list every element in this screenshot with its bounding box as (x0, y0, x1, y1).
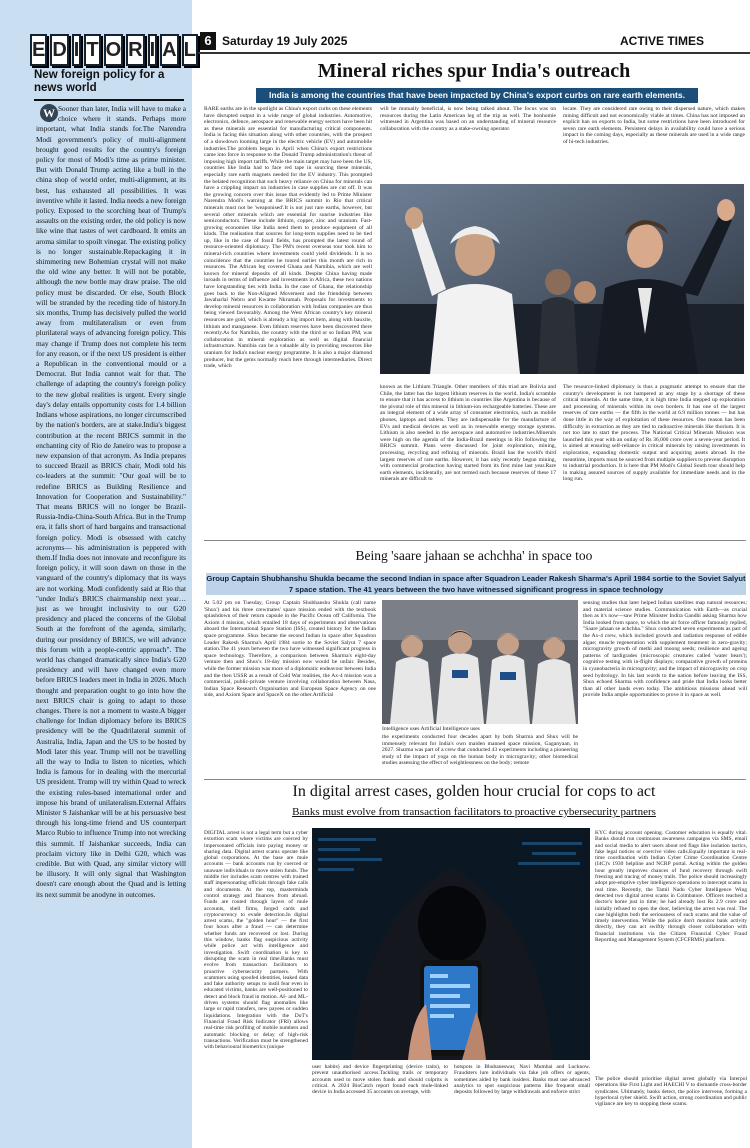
article2-rule (204, 540, 746, 541)
article1-column-3-top: locate. They are considered rare owing to their dispersed nature, which makes mining difficult and not economically viable at times. China has not imposed an explicit ban on exports to India, but some restrictions have been introduced for seven rare earth elements. Persistent delays in availability could have a serious impact in the coming days, especially as these minerals are used in a wide range of hi-tech industries. (563, 106, 745, 145)
editorial-masthead (30, 33, 196, 67)
phone-scam-photo (312, 828, 590, 1060)
astronauts-photo-illustration (382, 600, 578, 724)
issue-date: Saturday 19 July 2025 (222, 34, 348, 48)
article3-column-2-bottom: user habits) and device fingerprinting (device traits), to prevent unauthorised access.Tackling trails or temporary accounts used to move stolen funds and should culprits is critical. A 2024 BioCatch report found each mule-linked device in India accessed 35 accounts on average, with (312, 1064, 448, 1096)
article2-column-3: sensing studies that later helped Indian satellites map natural resources; and material science studies. Communication with Earth—as crucial then as it's now—saw Prime Minister Indira Gandhi asking Sharma how India looked from space, to which the air force officer famously replied, "Saare jahaan se achchha." Shux conducted seven experiments as part of the Ax-4 crew, which included growth and radiation response of edible algae; muscle regeneration with supplement treatment in zero-gravity; microgravity growth of methi and moong seeds; resilience and ageing patterns of tardigrades (microscopic creatures called 'water bears'); cognitive testing with in-flight displays; comparative growth of proteins in cyanobacteria in microgravity; and the impact of microgravity on crop seed hydrology. In his last words to the nation before leaving the ISS, Shux echoed Sharma with confidence and pride that India looks better than all other lands even today. The ambitious missions ahead will provide India ample opportunities to prove it in space as well. (583, 600, 747, 699)
header-rule (198, 52, 750, 54)
article3-subhead: Banks must evolve from transaction facilitators to proactive cybersecurity partners (292, 806, 656, 818)
article2-column-1: At 5.02 pm on Tuesday, Group Captain Shubhanshu Shukla (call name 'Shux') and his three crewmates' space mission ended with the textbook splashdown of their return capsule in the Pacific Ocean off California. The Axiom 4 mission, which entailed 18 days of experiments and observations aboard the International Space Station (ISS), created history for the Indian space programme. Shux became the second Indian in space after Squadron Leader Rakesh Sharma's April 1984 sortie to the Soviet Salyut 7 space station.The 41 years between the two have witnessed significant progress in space technology. Therefore, a comparison between Sharma's eight-day venture then and Shux's 18-day mission now would be unfair. Besides, while the former mission was more of a diplomatic endeavour between India and the then USSR as a result of Cold War realities, the Ax-4 mission was a commercial, public-private venture involving collaboration between Nasa, Indian Space Research Organisation and European Space Agency on one side, and Axiom Space and SpaceX on the other.Artificial (204, 600, 376, 699)
article2-headline: Being 'saare jahaan se achchha' in space too (355, 548, 593, 563)
editorial-body (36, 104, 186, 1124)
editorial-headline: New foreign policy for a news world (34, 69, 165, 94)
phone-scam-photo-illustration (312, 828, 590, 1060)
article1-subhead: India is among the countries that have been impacted by China's export curbs on rare earth elements. (256, 88, 698, 103)
leaders-photo-illustration (380, 184, 744, 374)
astronauts-photo-caption: Intelligence uses Artificial Intelligence uses (382, 726, 480, 732)
article3-column-2-top: KYC during account opening. Customer education is equally vital. Banks should run continuous awareness campaigns via SMS, email and social media to alert users about red flags like isolation tactics, fake legal notices or coercive video calls.Equally important is real-time coordination with Indian Cyber Crime Coordination Centre (I4C)'s 1930 helpline and NCRP portal. Acting within the golden hour greatly improves chances of fund recovery through swift freezing and tracing of money trails. The police should increasingly adopt pre-emptive cyber intelligence operations to intercept scams in real time. Recently, the Tamil Nadu Cyber Intelligence Wing detected two digital arrest scams in Coimbatore. Officers reached a doctor's home just in time; he had already lost Rs 2.9 crore and initially refused to open the door, believing the arrest was real. The case highlights both the seriousness of such scams and the value of timely intervention. While the police don't monitor bank activity directly, they can act swiftly through closer collaboration with financial institutions via the Citizen Financial Cyber Fraud Reporting and Management System (CFCFRMS) platform. (595, 830, 747, 944)
article2-subhead: Group Captain Shubhanshu Shukla became the second Indian in space after Squadron Leader Rakesh Sharma's April 1984 sortie to the Soviet Salyut 7 space station. The 41 years between the two have witnessed significant progress in space technology (206, 574, 746, 594)
newspaper-name: ACTIVE TIMES (620, 34, 705, 48)
editorial-body-text: Sooner than later, India will have to make a choice where it stands. Perhaps more important, what India stands for.The Narendra Modi government's policy of multi-alignment brought good results for the country's foreign policy for most of Modi's time as prime minister. But with Donald Trump acting like a bull in the china shop of world order, multi-alignment, at its best, has exhausted all possibilities. It was inventive while it lasted. India needs a new foreign policy. Exposed to the scorching heat of Trump's assaults on the existing order, the old policy is now like wine that tastes of wet cardboard. It emits an aroma similar to spoilt vinegar. The existing policy is no longer sustainable.Repackaging it in shimmering new Bohemian crystal will not make the old wine any better. It will not be potable, although the new bottle may draw praise. The old policy must be discarded. Or else, South Block will be stranded by the receding tide of history.In six months, Trump has decisively pulled the world away from multilateralism or even from plurilateral ways of advancing foreign policy. This may change if Trump does not complete his term for any reason, or if the next US president is either a Republican in the conventional mould or a Democrat. But India cannot wait for that. The challenge of adapting the country's foreign policy to the new global realities is urgent. Every single day's delay entails opportunity costs for 1.4 billion Indians whose aspirations, no longer circumscribed by the nation's borders, are at stake.India's biggest contribution at the recent BRICS summit in the enchanting city of Rio de Janeiro was to propose a new expansion of that acronym. As India prepares to succeed Brazil as BRICS chair, Modi told his co-leaders at the summit: "Our goal will be to redefine BRICS as Building Resilience and Innovation for Cooperation and Sustainability." That means BRICS will no longer be Brazil-Russia-India-China-South Africa. But in the Trump era, it falls short of hard bargains and transactional foreign policy. Modi is obsessed with catchy acronyms— his administration is peppered with them.If India does not innovate and reconfigure its foreign policy, it will soon dawn on those in the vanguard of the country's diplomacy that its ways are not working. Modi confidently said at Rio that "under India's BRICS chairmanship next year… just as we brought inclusivity to our G20 presidency and placed the concerns of the Global South at the forefront of the agenda, similarly, during our presidency of BRICS, we will advance this forum with a people-centric approach". The world has changed dramatically since India's G20 presidency and will have changed even more before BRICS leaders meet in India in 2026. Much thought and preparation ought to go into how the next BRICS chair is going to adapt to those changes. There is not a moment to waste.A bigger challenge for Indian diplomacy before its BRICS presidency will be the Quadrilateral summit of Australia, India, Japan and the US to be hosted by Modi later this year. Trump will not be travelling all the way to India to listen to niceties, which India is famous for in dealing with the mercurial US president. Trump will try within Quad to wreck the existing rules-based international order and impose his brand of unilateralism.External Affairs Minister S Jaishankar will be at his persuasive best through his long-time friend and US counterpart Marco Rubio to influence Trump into not wrecking this summit. If Jaishankar succeeds, India can proclaim victory like in Delhi G20, which was credible. But with Quad, any similar victory will be illusory. It will only signal that Washington doesn't care enough about the Quad and is letting its next summit be anodyne in outcomes. (36, 104, 186, 899)
article3-column-4-bottom: The police should prioritise digital arrest globally via Interpol operations like First Light and HAECHI V to dismantle cross-border syndicates. Ultimately, banks detect, the police intervene, forming a hyperlocal cyber shield. Swift action, strong coordination and public vigilance are key to stopping these scams. (595, 1076, 747, 1108)
masthead-letter: R (126, 34, 144, 66)
editorial-rule (34, 99, 184, 101)
masthead-letter: I (148, 34, 158, 66)
article1-column-2-top: will be mutually beneficial, is now being talked about. The focus was on resources during the Latin American leg of the trip as well. The bonhomie witnessed in Argentina was based on an understanding of mineral resource collaboration with the country as a stake-owning operator. (380, 106, 556, 132)
masthead-letter: L (182, 34, 198, 66)
page-number: 6 (200, 32, 216, 50)
article1-column-2-bottom: known as the Lithium Triangle. Other members of this triad are Bolivia and Chile, the latter has the largest lithium reserves in the world. India's scramble to ensure that it has access to lithium in countries like Argentina is because of the pivotal role of this mineral in lithium-ion rechargeable batteries. These are an integral element of a wide array of consumer electronics, such as mobile phones, laptops and tablets. They are indispensable for the manufacture of EVs and medical devices as well as in renewable energy storage systems. Lithium is also needed in the aerospace and automotive industries.Minerals were high on the agenda of the India-Brazil meetings in Rio following the BRICS summit. Plans were discussed for joint exploration, mining, processing, recycling and refining of minerals. Brazil has the world's third largest reserves of rare earths. However, it has only recently begun mining, with commercial production having started from its first mine last year.Rare earth elements, incidentally, are not termed such because reserves of these 17 minerals are difficult to (380, 384, 556, 483)
article1-column-1: RARE earths are in the spotlight as China's export curbs on these elements have disrupted output in a wide range of global industries. Automotive, electronics, defence, aerospace and renewable energy sectors have been hit as these minerals are essential for manufacturing critical components. India is facing this situation along with other countries, with the prospect of a slowdown looming large in the electric vehicle (EV) and automobile industries.The problem began in April when China's export restrictions came into force in response to the Donald Trump administration's threat of imposing high import tariffs. While the main target may have been the US, countries like India had to face red tape in sourcing these minerals, especially rare earth magnets needed for the EV industry. This prompted the belated recognition that such heavy reliance on China for minerals can have a crippling impact on industries in case supplies are cut off. It was the growing concern over this issue that evidently led to Prime Minister Narendra Modi's warning at the BRICS summit in Rio that critical minerals must not be 'weaponised'.It is not just rare earths, however, but several other minerals which are essential for sunrise industries like semiconductors. These include lithium, copper, zinc and uranium. Fast-growing economies like India need them to produce equipment of all kinds. The realisation that sources for long-term supplies need to be tied up, like in the case of fossil fields, has prompted the latest round of resource-oriented diplomacy. The PM's recent overseas tour took him to mineral-rich countries where investments could yield dividends. It is no coincidence that the countries he toured earlier this month are rich in resources. The African leg covered Ghana and Namibia, which are well known for mineral deposits of all kinds. Despite China having made inroads in terms of influence and investments in Africa, these two nations have longstanding ties with India. In the case of Ghana, the relationship goes back to the Non-Aligned Movement and the friendship between Jawaharlal Nehru and Kwame Nkrumah. Proposals for investments to develop mineral resources in collaboration with Indian companies are thus being viewed favourably. Among the West African country's key mineral resources are gold, which is already a big import item, along with bauxite, lithium and manganese. Even lithium reserves have been discovered there recently.As for Namibia, the country with the third or so Indian PM, was collaboration in mineral exploration as well as digital financial infrastructure. Namibia can be a valuable ally in providing resources like uranium for India's nuclear energy programme. It is also a major diamond producer, but the gems normally reach here through intermediaries. Direct trade, which (204, 106, 372, 370)
masthead-letter: T (84, 34, 100, 66)
article3-rule (204, 779, 746, 780)
masthead-letter: D (50, 34, 68, 66)
astronauts-photo (382, 600, 578, 724)
masthead-letter: O (104, 34, 124, 66)
article2-column-2: the experiments conducted four decades apart by both Sharma and Shux will be immensely relevant for India's own maiden manned space mission, Gaganyaan, in 2027. Sharma was part of a crew that conducted 43 experiments including a pioneering study of the impact of yoga on the human body in microgravity; other biomedical studies assessing the effect of weightlessness on the body; remote (382, 734, 578, 767)
masthead-letter: A (160, 34, 178, 66)
article1-column-3-bottom: The resource-linked diplomacy is thus a pragmatic attempt to ensure that the country's development is not hampered at any stage by a shortage of these critical minerals. At the same time, it is high time India stepped up exploration and processing of minerals within its own borders. It has one of the largest reserves of rare earths — the fifth in the world at 6.9 million tonnes — but has done little in the way of exploitation of these resources. One reason has been difficulty in extraction as they are tied to radioactive minerals like thorium. It is not too late to start the process. The National Critical Minerals Mission was launched this year with an outlay of Rs 36,000 crore over a seven-year period. It is aimed at ensuring self-reliance in critical minerals by raising investments in exploration, expanding domestic output and acquiring assets abroad. In the meantime, imports must be sourced from multiple suppliers to prevent disruption to industrial production. It is here that PM Modi's Global South tour should help in making assured sources of supply available for immediate needs and in the long run. (563, 384, 745, 483)
article3-column-1: DIGITAL arrest is not a legal term but a cyber extortion scam where victims are coerced by impersonated officials into paying money or sharing data. Digital arrest scams operate like global corporations. At the base are mule accounts — bank accounts run by coerced or unaware individuals to move stolen funds. The middle tier includes scam centres with trained staff impersonating officials through fake calls and documents. At the top, masterminds control strategy and finances from abroad. Funds are routed through layers of mule accounts, shell firms, forged cards and cryptocurrency to evade detection.In digital arrest scams, the "golden hour" — the first four hours after a fraud — can determine whether funds are recovered or lost. During this window, banks flag suspicious activity while police act with intelligence and investigation. Swift coordination is key to disrupting the scam in real time.Banks must evolve from transaction facilitators to proactive cybersecurity partners. With scammers using spoofed identities, leaked data and fake authority setups to instil fear even in educated victims, banks are well-positioned to detect and block fraud in motion. AI- and ML-driven systems should flag anomalies like large or rapid transfers, new payees or sudden liquidations. Integration with the DoT's Financial Fraud Risk Indicator (FRI) allows real-time risk profiling of mobile numbers and automatic blocking or delay of high-risk transactions. Verification must be strengthened with behavioural biometrics (unique (204, 830, 308, 1051)
article1-headline: Mineral riches spur India's outreach (317, 60, 631, 82)
dropcap: W (40, 104, 58, 122)
article3-headline: In digital arrest cases, golden hour crucial for cops to act (292, 783, 656, 800)
masthead-letter: E (30, 34, 47, 66)
leaders-photo (380, 184, 744, 374)
masthead-letter: I (72, 34, 82, 66)
article3-column-3-bottom: hotspots in Bhubaneswar, Navi Mumbai and Lucknow. Fraudsters lure individuals via fake job offers or agents, sometimes aided by bank insiders. Banks must use advanced analytics to spot suspicious patterns like frequent small deposits followed by large withdrawals and enforce strict (454, 1064, 590, 1096)
